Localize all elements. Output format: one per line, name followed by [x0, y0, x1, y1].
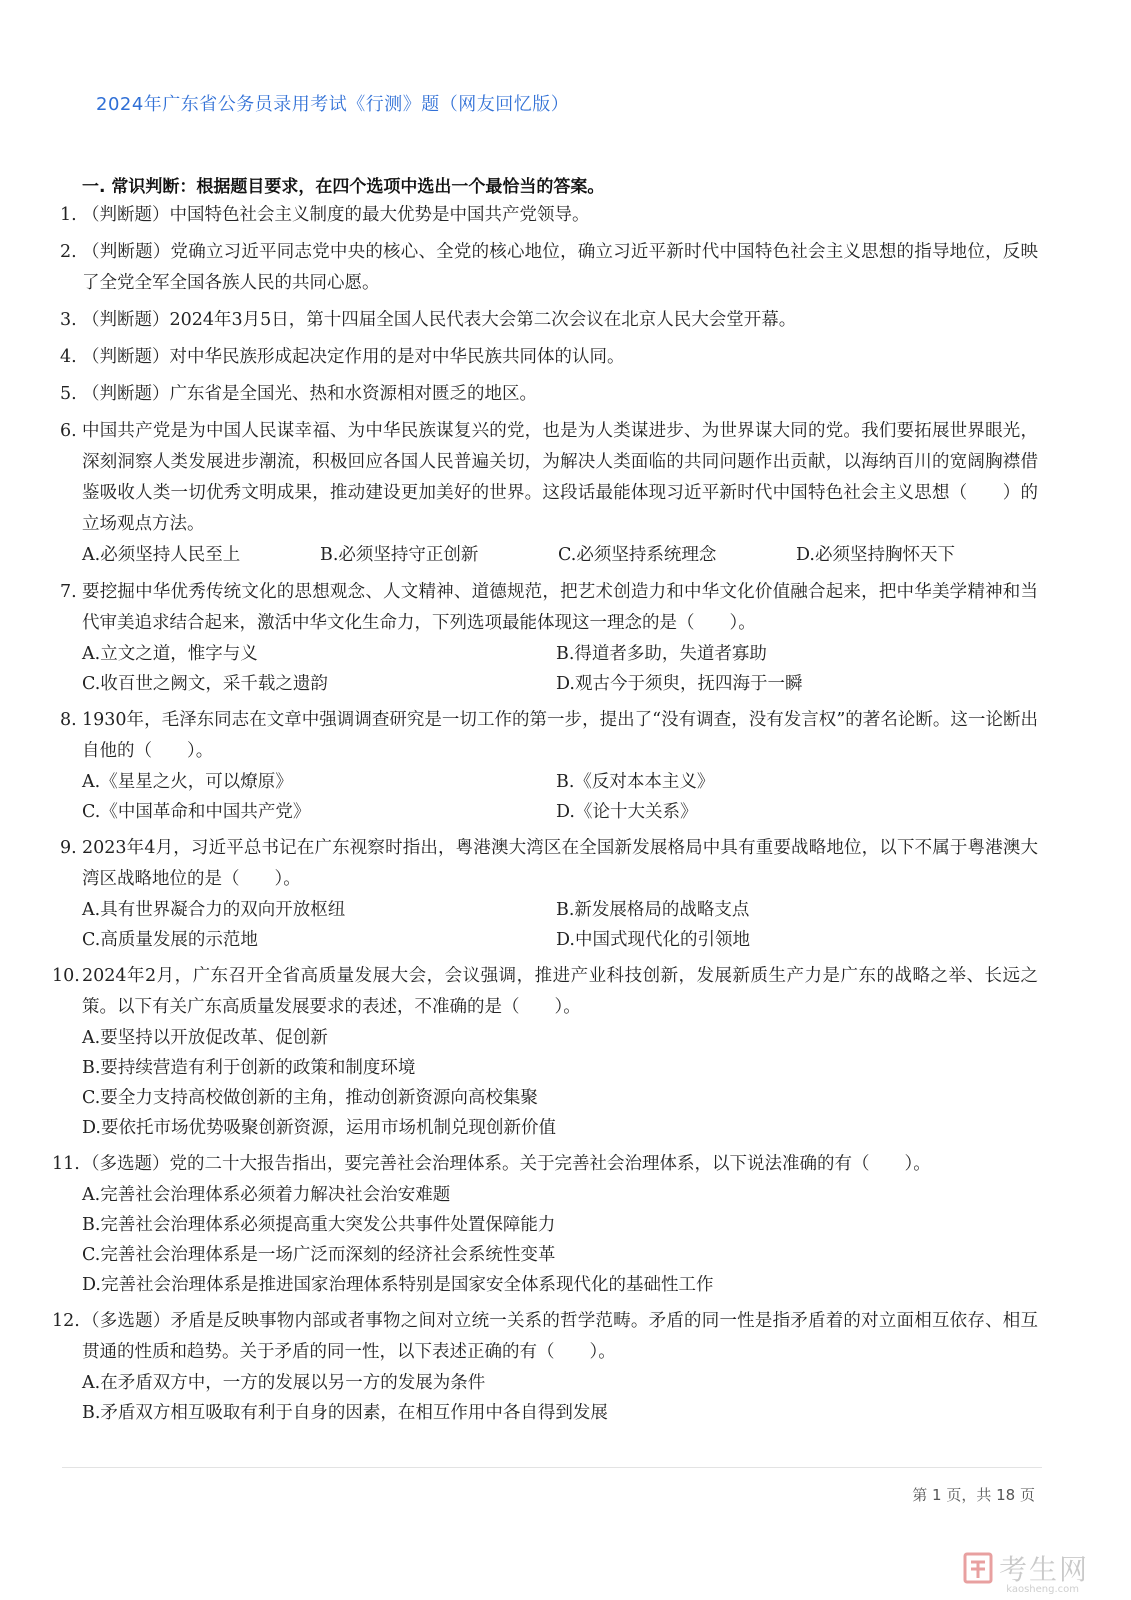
- question-3: [58, 305, 1038, 336]
- question-number: 12.: [52, 1311, 80, 1331]
- question-text: （判断题）对中华民族形成起决定作用的是对中华民族共同体的认同。: [82, 347, 625, 367]
- question-number: 3.: [60, 310, 77, 330]
- option-d: D.《论十大关系》: [556, 802, 698, 822]
- brand-logo-icon: [961, 1551, 995, 1585]
- question-text: （判断题）2024年3月5日，第十四届全国人民代表大会第二次会议在北京人民大会堂开幕。: [82, 310, 797, 330]
- option-list: [58, 540, 1038, 571]
- question-number: 10.: [52, 966, 80, 986]
- question-5: [58, 379, 1038, 410]
- brand-url: kaosheng.com: [1006, 1584, 1079, 1595]
- option-c: C.完善社会治理体系是一场广泛而深刻的经济社会系统性变革: [82, 1245, 556, 1265]
- option-a: A.完善社会治理体系必须着力解决社会治安难题: [82, 1185, 451, 1205]
- option-d: D.要依托市场优势吸聚创新资源，运用市场机制兑现创新价值: [82, 1118, 556, 1138]
- question-text: （判断题）广东省是全国光、热和水资源相对匮乏的地区。: [82, 384, 537, 404]
- question-7: [58, 577, 1038, 699]
- question-number: 6.: [60, 421, 77, 441]
- question-4: [58, 342, 1038, 373]
- option-a: A.《星星之火，可以燎原》: [82, 772, 293, 792]
- option-c: C.收百世之阙文，采千载之遗韵: [82, 674, 328, 694]
- option-list: [58, 1180, 1038, 1300]
- question-number: 2.: [60, 242, 77, 262]
- question-11: [52, 1149, 1038, 1300]
- option-c: C.高质量发展的示范地: [82, 930, 258, 950]
- question-number: 9.: [60, 838, 77, 858]
- question-text: 2024年2月，广东召开全省高质量发展大会，会议强调，推进产业科技创新，发展新质生产力是广东的战略之举、长远之策。以下有关广东高质量发展要求的表述，不准确的是（ ）。: [82, 966, 1038, 1017]
- option-a: A.必须坚持人民至上: [82, 545, 241, 565]
- option-b: B.得道者多助，失道者寡助: [556, 644, 767, 664]
- option-a: A.要坚持以开放促改革、促创新: [82, 1028, 328, 1048]
- option-list: [58, 1023, 1038, 1143]
- option-list: [58, 1368, 1038, 1428]
- question-10: [52, 961, 1038, 1143]
- option-d: D.完善社会治理体系是推进国家治理体系特别是国家安全体系现代化的基础性工作: [82, 1275, 714, 1295]
- question-text: 要挖掘中华优秀传统文化的思想观念、人文精神、道德规范，把艺术创造力和中华文化价值融合起来，把中华美学精神和当代审美追求结合起来，激活中华文化生命力，下列选项最能体现这一理念的是（ ）。: [82, 582, 1038, 633]
- question-number: 4.: [60, 347, 77, 367]
- page-number: 第 1 页，共 18 页: [912, 1486, 1035, 1504]
- option-a: A.在矛盾双方中，一方的发展以另一方的发展为条件: [82, 1373, 486, 1393]
- question-text: （判断题）党确立习近平同志党中央的核心、全党的核心地位，确立习近平新时代中国特色社会主义思想的指导地位，反映了全党全军全国各族人民的共同心愿。: [82, 242, 1038, 293]
- option-c: C.《中国革命和中国共产党》: [82, 802, 311, 822]
- question-number: 11.: [52, 1154, 80, 1174]
- option-b: B.新发展格局的战略支点: [556, 900, 750, 920]
- question-text: （多选题）矛盾是反映事物内部或者事物之间对立统一关系的哲学范畴。矛盾的同一性是指矛盾着的对立面相互依存、相互贯通的性质和趋势。关于矛盾的同一性，以下表述正确的有（ ）。: [82, 1311, 1038, 1362]
- question-text: 1930年，毛泽东同志在文章中强调调查研究是一切工作的第一步，提出了“没有调查，没有发言权”的著名论断。这一论断出自他的（ ）。: [82, 710, 1038, 761]
- footer-divider: [62, 1467, 1042, 1468]
- question-1: [58, 200, 1038, 231]
- option-d: D.必须坚持胸怀天下: [796, 545, 955, 565]
- brand-name: 考生网: [998, 1553, 1089, 1586]
- question-text: 中国共产党是为中国人民谋幸福、为中华民族谋复兴的党，也是为人类谋进步、为世界谋大同的党。我们要拓展世界眼光，深刻洞察人类发展进步潮流，积极回应各国人民普遍关切，为解决人类面临的共同问题作出贡献，以海纳百川的宽阔胸襟借鉴吸收人类一切优秀文明成果，推动建设更加美好的世界。这段话最能体现习近平新时代中国特色社会主义思想（ ）的立场观点方法。: [82, 421, 1038, 534]
- question-number: 8.: [60, 710, 77, 730]
- question-text: 2023年4月，习近平总书记在广东视察时指出，粤港澳大湾区在全国新发展格局中具有重要战略地位，以下不属于粤港澳大湾区战略地位的是（ ）。: [82, 838, 1038, 889]
- option-a: A.具有世界凝合力的双向开放枢纽: [82, 900, 346, 920]
- section-heading: 一. 常识判断：根据题目要求，在四个选项中选出一个最恰当的答案。: [82, 177, 605, 197]
- document-title: 2024年广东省公务员录用考试《行测》题（网友回忆版）: [96, 94, 570, 115]
- question-2: [58, 237, 1038, 299]
- option-list: [58, 895, 1038, 955]
- option-b: B.要持续营造有利于创新的政策和制度环境: [82, 1058, 416, 1078]
- option-c: C.必须坚持系统理念: [558, 545, 717, 565]
- question-12: [52, 1306, 1038, 1428]
- option-list: [58, 639, 1038, 699]
- question-number: 1.: [60, 205, 77, 225]
- option-b: B.必须坚持守正创新: [320, 545, 479, 565]
- option-b: B.矛盾双方相互吸取有利于自身的因素，在相互作用中各自得到发展: [82, 1403, 608, 1423]
- question-number: 7.: [60, 582, 77, 602]
- option-b: B.完善社会治理体系必须提高重大突发公共事件处置保障能力: [82, 1215, 556, 1235]
- option-c: C.要全力支持高校做创新的主角，推动创新资源向高校集聚: [82, 1088, 538, 1108]
- option-list: [58, 767, 1038, 827]
- brand-logo: [961, 1548, 1089, 1588]
- option-d: D.中国式现代化的引领地: [556, 930, 750, 950]
- option-b: B.《反对本本主义》: [556, 772, 715, 792]
- question-list: [52, 200, 1038, 1434]
- question-6: [58, 416, 1038, 571]
- option-d: D.观古今于须臾，抚四海于一瞬: [556, 674, 803, 694]
- question-9: [58, 833, 1038, 955]
- option-a: A.立文之道，惟字与义: [82, 644, 258, 664]
- question-text: （多选题）党的二十大报告指出，要完善社会治理体系。关于完善社会治理体系，以下说法准确的有（ ）。: [82, 1154, 931, 1174]
- question-8: [58, 705, 1038, 827]
- question-text: （判断题）中国特色社会主义制度的最大优势是中国共产党领导。: [82, 205, 590, 225]
- question-number: 5.: [60, 384, 77, 404]
